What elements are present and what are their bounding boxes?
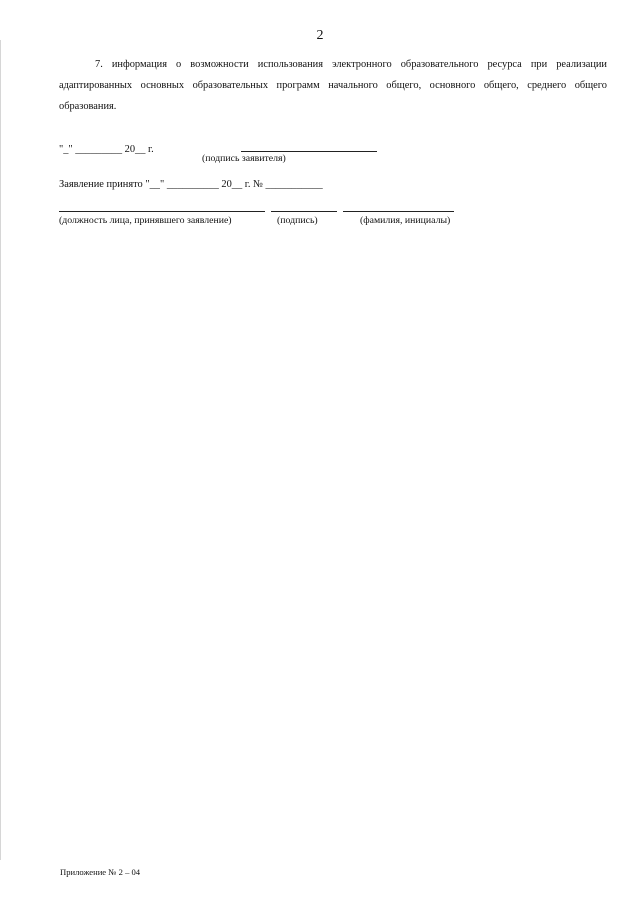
- scan-left-edge-mark: [0, 40, 1, 860]
- acceptance-name-caption: (фамилия, инициалы): [360, 215, 451, 226]
- annex-footer-note: Приложение № 2 – 04: [60, 867, 141, 877]
- acceptance-position-rule: [59, 211, 265, 212]
- applicant-signature-rule: [241, 151, 377, 152]
- acceptance-signature-caption: (подпись): [277, 215, 318, 226]
- application-date-line: "_" _________ 20__ г.: [59, 144, 154, 155]
- paragraph-item-7: 7. информация о возможности использования электронного образовательного ресурса при реализации адаптированных основных образовательных программ начального общего, основного общего, среднего общего образования.: [59, 59, 607, 112]
- application-accepted-line: Заявление принято "__" __________ 20__ г. № ___________: [59, 179, 323, 190]
- page-number: 2: [316, 28, 324, 43]
- acceptance-position-caption: (должность лица, принявшего заявление): [59, 215, 232, 226]
- acceptance-name-rule: [343, 211, 454, 212]
- applicant-signature-caption: (подпись заявителя): [202, 153, 286, 164]
- acceptance-signature-rule: [271, 211, 337, 212]
